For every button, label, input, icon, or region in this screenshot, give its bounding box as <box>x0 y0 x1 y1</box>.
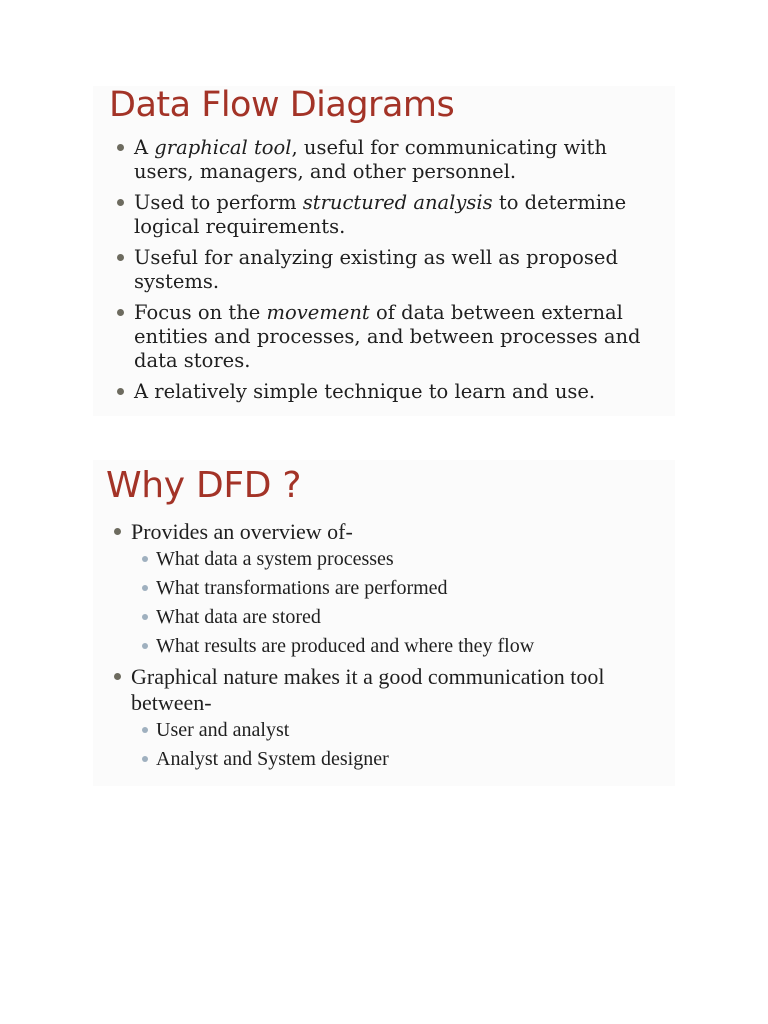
bullet-dot-icon <box>117 144 124 151</box>
bullet-item <box>134 380 669 404</box>
sub-bullet-dot-icon <box>142 614 148 620</box>
bullet-dot-icon <box>117 309 124 316</box>
sub-bullet-list <box>131 719 671 770</box>
sub-bullet-dot-icon <box>142 727 148 733</box>
sub-bullet-text: Analyst and System designer <box>156 748 389 770</box>
slide-data-flow-diagrams <box>93 86 675 416</box>
bullet-emphasis: graphical tool <box>154 136 292 159</box>
bullet-text: Graphical nature makes it a good communication tool between- <box>131 664 605 715</box>
bullet-item <box>134 246 669 294</box>
bullet-text: A relatively simple technique to learn and use. <box>134 380 596 403</box>
sub-bullet-text: User and analyst <box>156 719 290 741</box>
bullet-text: Focus on the <box>134 301 267 324</box>
sub-bullet-item <box>156 719 671 741</box>
bullet-dot-icon <box>114 528 121 535</box>
bullet-text: to determine logical requirements. <box>134 191 627 238</box>
bullet-dot-icon <box>117 388 124 395</box>
slide-title: Data Flow Diagrams <box>109 85 455 125</box>
bullet-list <box>131 519 671 777</box>
sub-bullet-dot-icon <box>142 756 148 762</box>
slide-title: Why DFD ? <box>106 465 302 506</box>
bullet-list <box>134 136 669 411</box>
sub-bullet-text: What data are stored <box>156 606 321 628</box>
bullet-text: , useful for communicating with users, managers, and other personnel. <box>134 136 607 183</box>
sub-bullet-item <box>156 635 671 657</box>
sub-bullet-item <box>156 577 671 599</box>
bullet-item <box>131 519 671 657</box>
bullet-item <box>134 136 669 184</box>
bullet-emphasis: structured analysis <box>302 191 493 214</box>
sub-bullet-dot-icon <box>142 643 148 649</box>
sub-bullet-list <box>131 548 671 657</box>
sub-bullet-dot-icon <box>142 585 148 591</box>
slide-why-dfd <box>93 460 675 786</box>
bullet-emphasis: movement <box>266 301 370 324</box>
bullet-text: Provides an overview of- <box>131 519 353 544</box>
sub-bullet-text: What transformations are performed <box>156 577 448 599</box>
sub-bullet-text: What results are produced and where they flow <box>156 635 535 657</box>
bullet-dot-icon <box>117 199 124 206</box>
sub-bullet-text: What data a system processes <box>156 548 394 570</box>
bullet-item <box>131 664 671 770</box>
bullet-item <box>134 191 669 239</box>
sub-bullet-item <box>156 606 671 628</box>
sub-bullet-item <box>156 548 671 570</box>
bullet-dot-icon <box>117 254 124 261</box>
bullet-text: Used to perform <box>134 191 303 214</box>
bullet-dot-icon <box>114 673 121 680</box>
sub-bullet-item <box>156 748 671 770</box>
bullet-text: A <box>134 136 155 159</box>
bullet-text: of data between external entities and processes, and between processes and data stores. <box>134 301 641 372</box>
sub-bullet-dot-icon <box>142 556 148 562</box>
bullet-text: Useful for analyzing existing as well as proposed systems. <box>134 246 618 293</box>
bullet-item <box>134 301 669 373</box>
